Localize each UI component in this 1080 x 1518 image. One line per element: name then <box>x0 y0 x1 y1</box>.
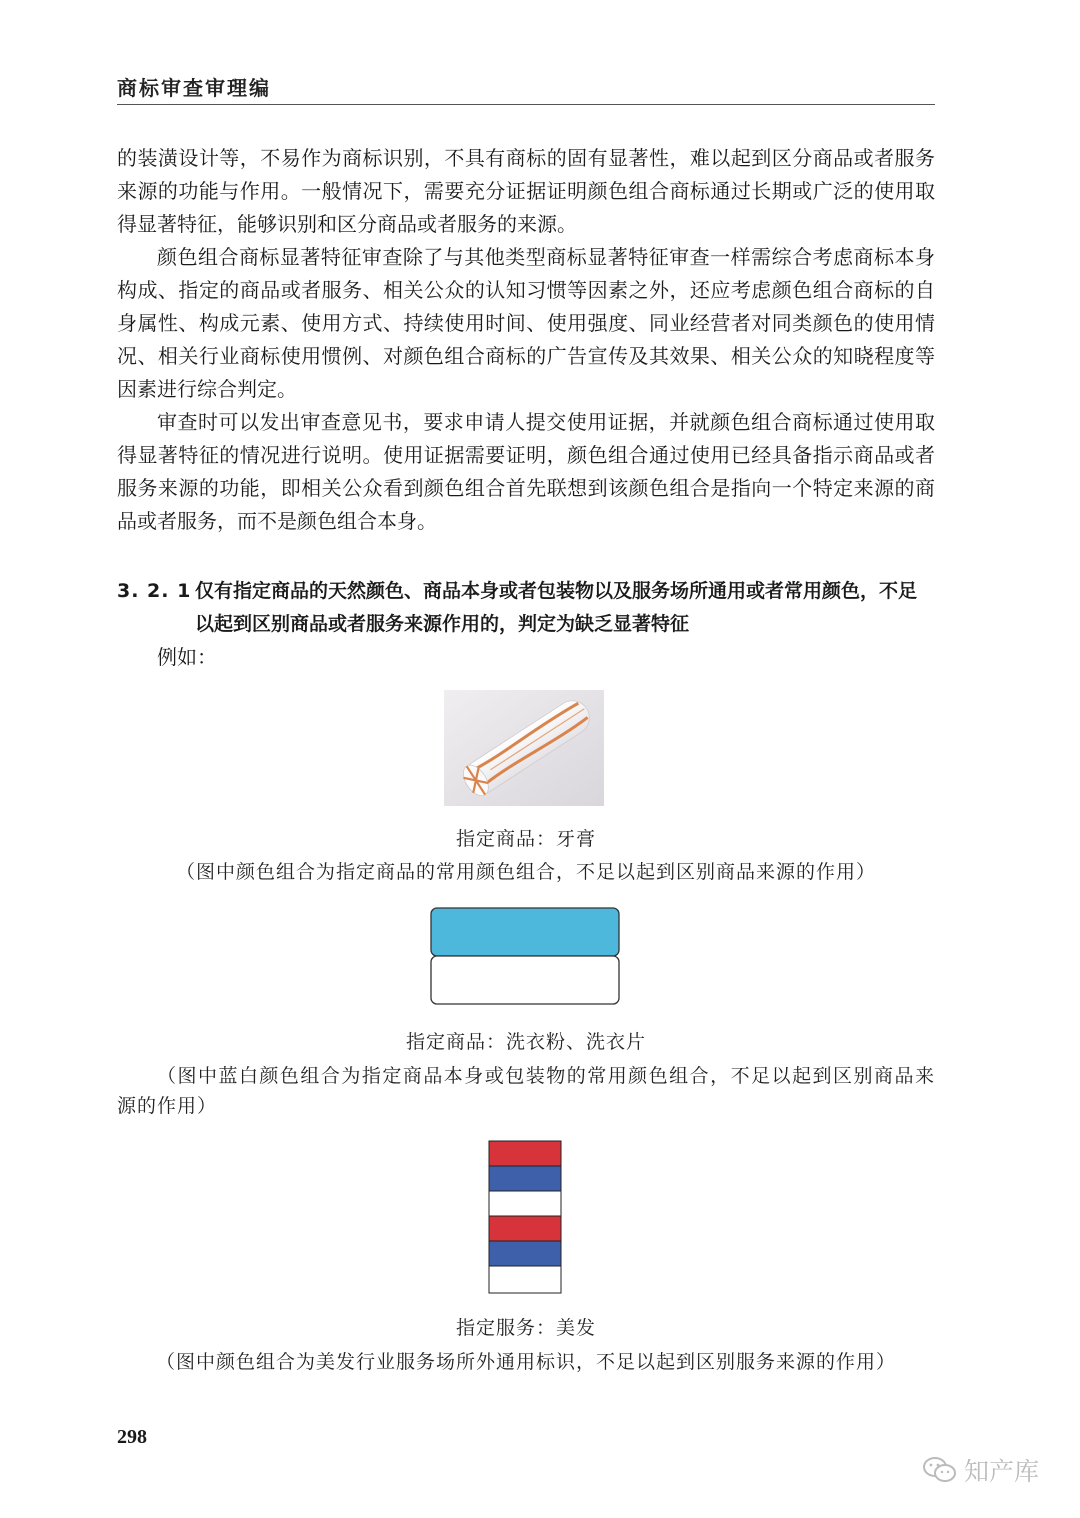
watermark <box>922 1452 1039 1488</box>
figure-note: （图中颜色组合为美发行业服务场所外通用标识，不足以起到区别服务来源的作用） <box>155 1351 896 1373</box>
figure-caption: 指定商品：牙膏 <box>455 828 596 850</box>
figure-caption: 指定商品：洗衣粉、洗衣片 <box>405 1031 646 1053</box>
section-title: 仅有指定商品的天然颜色、商品本身或者包装物以及服务场所通用或者常用颜色，不足以起到区别商品或者服务来源作用的，判定为缺乏显著特征 <box>195 580 918 635</box>
blue-white-color-block <box>430 907 620 1005</box>
example-intro: 例如： <box>157 645 217 669</box>
barber-color-stripes <box>488 1140 562 1294</box>
watermark-text: 知产库 <box>964 1457 1040 1486</box>
figure-note: （图中颜色组合为指定商品的常用颜色组合，不足以起到区别商品来源的作用） <box>175 861 876 883</box>
paragraph: 审查时可以发出审查意见书，要求申请人提交使用证据，并就颜色组合商标通过使用取得显著特征的情况进行说明。使用证据需要证明，颜色组合通过使用已经具备指示商品或者服务来源的功能，即相关公众看到颜色组合首先联想到该颜色组合是指向一个特定来源的商品或者服务，而不是颜色组合本身。 <box>117 410 935 533</box>
header-rule <box>117 104 935 105</box>
section-heading <box>117 575 935 641</box>
body-text <box>117 142 935 538</box>
toothpaste-image <box>444 690 604 806</box>
wechat-icon <box>922 1455 958 1485</box>
figure-note: （图中蓝白颜色组合为指定商品本身或包装物的常用颜色组合，不足以起到区别商品来源的作用） <box>117 1065 935 1117</box>
running-header: 商标审查审理编 <box>117 76 271 100</box>
paragraph: 颜色组合商标显著特征审查除了与其他类型商标显著特征审查一样需综合考虑商标本身构成、指定的商品或者服务、相关公众的认知习惯等因素之外，还应考虑颜色组合商标的自身属性、构成元素、使用方式、持续使用时间、使用强度、同业经营者对同类颜色的使用情况、相关行业商标使用惯例、对颜色组合商标的广告宣传及其效果、相关公众的知晓程度等因素进行综合判定。 <box>117 245 935 401</box>
section-number: 3. 2. 1 <box>117 580 192 602</box>
figure-caption: 指定服务：美发 <box>455 1317 596 1339</box>
paragraph: 的装潢设计等，不易作为商标识别，不具有商标的固有显著性，难以起到区分商品或者服务来源的功能与作用。一般情况下，需要充分证据证明颜色组合商标通过长期或广泛的使用取得显著特征，能够识别和区分商品或者服务的来源。 <box>117 146 935 236</box>
page-number: 298 <box>117 1426 147 1448</box>
